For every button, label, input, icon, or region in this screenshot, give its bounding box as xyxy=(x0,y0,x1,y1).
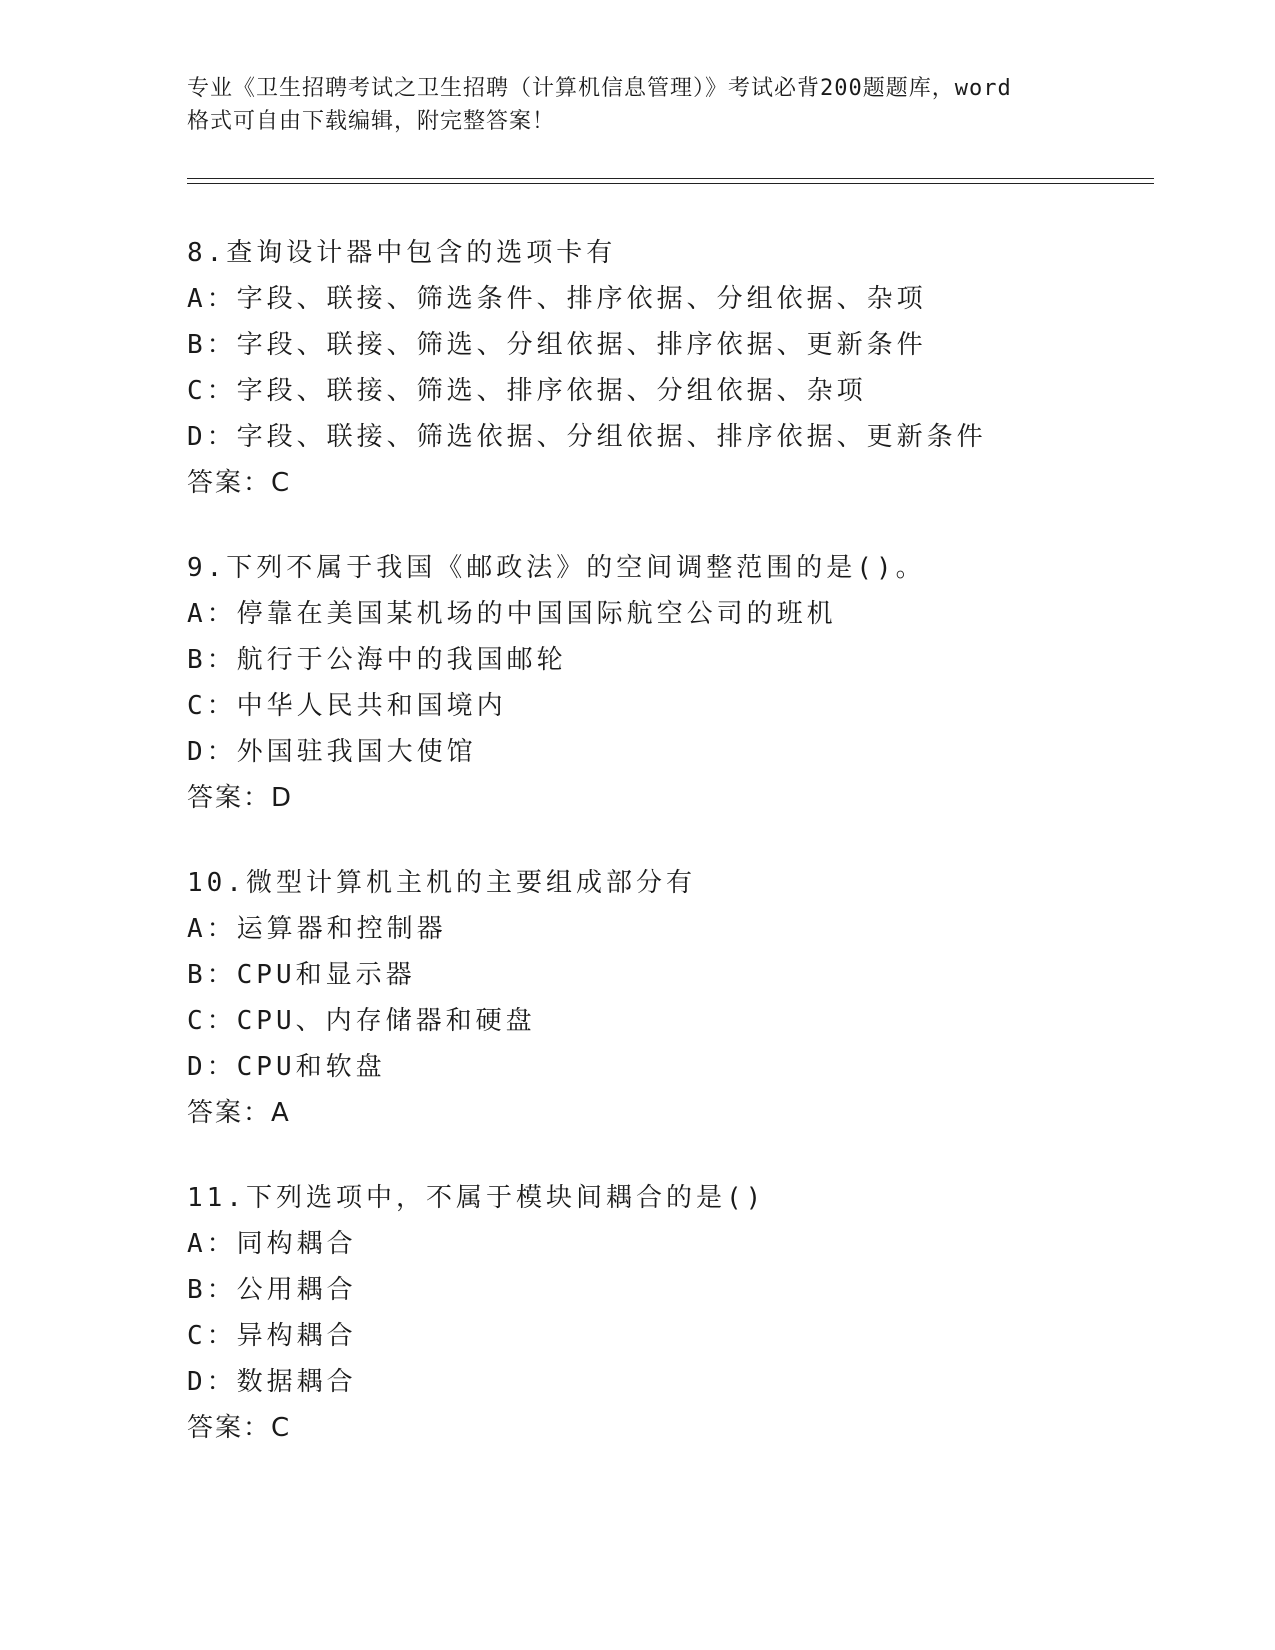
option-b: B：航行于公海中的我国邮轮 xyxy=(187,645,567,675)
option-c: C：异构耦合 xyxy=(187,1321,357,1351)
option-b: B：字段、联接、筛选、分组依据、排序依据、更新条件 xyxy=(187,330,927,360)
header-divider-top xyxy=(187,178,1154,179)
option-b: B：公用耦合 xyxy=(187,1275,357,1305)
option-a: A：同构耦合 xyxy=(187,1229,357,1259)
option-c: C：CPU、内存储器和硬盘 xyxy=(187,1006,536,1036)
question-8 xyxy=(187,230,1147,506)
option-d: D：外国驻我国大使馆 xyxy=(187,737,477,767)
question-stem: 10.微型计算机主机的主要组成部分有 xyxy=(187,868,696,898)
header-line-2: 格式可自由下载编辑，附完整答案！ xyxy=(187,109,556,134)
option-a: A：停靠在美国某机场的中国国际航空公司的班机 xyxy=(187,599,837,629)
document-header xyxy=(187,72,1087,138)
option-a: A：运算器和控制器 xyxy=(187,914,447,944)
option-d: D：数据耦合 xyxy=(187,1367,357,1397)
option-d: D：字段、联接、筛选依据、分组依据、排序依据、更新条件 xyxy=(187,422,987,452)
option-c: C：中华人民共和国境内 xyxy=(187,691,507,721)
answer-line: 答案：C xyxy=(187,1413,292,1443)
option-b: B：CPU和显示器 xyxy=(187,960,416,990)
header-line-1: 专业《卫生招聘考试之卫生招聘（计算机信息管理）》考试必背200题题库，word xyxy=(187,76,1012,101)
question-stem: 8.查询设计器中包含的选项卡有 xyxy=(187,238,617,268)
question-9 xyxy=(187,545,1147,821)
option-c: C：字段、联接、筛选、排序依据、分组依据、杂项 xyxy=(187,376,867,406)
question-stem: 9.下列不属于我国《邮政法》的空间调整范围的是()。 xyxy=(187,553,926,583)
answer-line: 答案：C xyxy=(187,468,292,498)
answer-line: 答案：D xyxy=(187,783,294,813)
question-11 xyxy=(187,1175,1147,1451)
answer-line: 答案：A xyxy=(187,1098,291,1128)
header-divider-bottom xyxy=(187,183,1154,184)
option-d: D：CPU和软盘 xyxy=(187,1052,386,1082)
option-a: A：字段、联接、筛选条件、排序依据、分组依据、杂项 xyxy=(187,284,927,314)
question-10 xyxy=(187,860,1147,1136)
question-stem: 11.下列选项中，不属于模块间耦合的是() xyxy=(187,1183,766,1213)
